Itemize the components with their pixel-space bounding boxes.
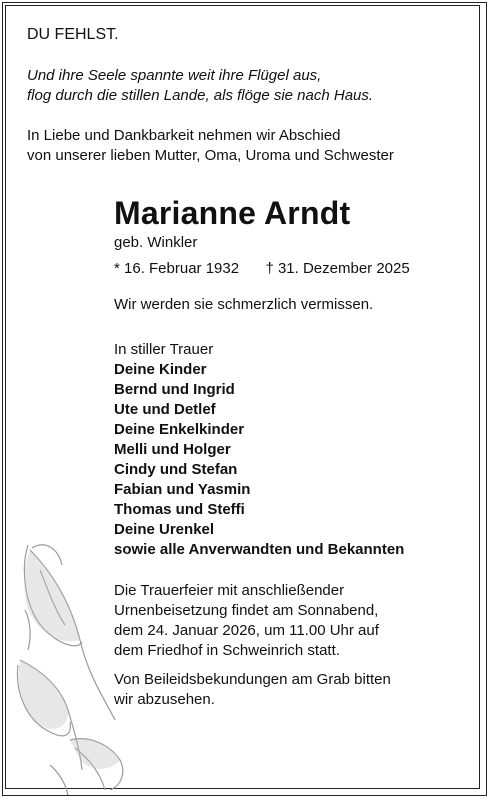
mourners-intro: In stiller Trauer [114, 341, 214, 358]
mourner-line: Ute und Detlef [114, 401, 216, 418]
poem-line: flog durch die stillen Lande, als flöge sie nach Haus. [27, 87, 374, 104]
intro-line: von unserer lieben Mutter, Oma, Uroma und Schwester [27, 147, 394, 164]
poem [27, 66, 373, 106]
service-line: dem 24. Januar 2026, um 11.00 Uhr auf [114, 622, 379, 639]
life-dates [114, 259, 410, 279]
service-line: dem Friedhof in Schweinrich statt. [114, 642, 340, 659]
deceased-name: Marianne Arndt [114, 195, 351, 231]
birth-date: * 16. Februar 1932 [114, 260, 240, 277]
intro-line: In Liebe und Dankbarkeit nehmen wir Abschied [27, 127, 341, 144]
mourner-line: Melli und Holger [114, 441, 231, 458]
poem-line: Und ihre Seele spannte weit ihre Flügel aus, [27, 67, 322, 84]
mourners-block [114, 340, 404, 560]
mourner-line: Deine Urenkel [114, 521, 215, 538]
condolence-line: Von Beileidsbekundungen am Grab bitten [114, 671, 391, 688]
mourner-line: sowie alle Anverwandten und Bekannten [114, 541, 405, 558]
mourner-line: Bernd und Ingrid [114, 381, 235, 398]
mourner-line: Cindy und Stefan [114, 461, 238, 478]
birth-name: geb. Winkler [114, 234, 198, 251]
mourner-line: Fabian und Yasmin [114, 481, 251, 498]
page-heading: DU FEHLST. [27, 26, 119, 43]
service-line: Die Trauerfeier mit anschließender [114, 582, 345, 599]
missed-line: Wir werden sie schmerzlich vermissen. [114, 296, 374, 313]
condolence-notice [114, 670, 391, 710]
mourner-line: Deine Enkelkinder [114, 421, 245, 438]
death-date: † 31. Dezember 2025 [265, 260, 410, 277]
mourner-line: Deine Kinder [114, 361, 207, 378]
condolence-line: wir abzusehen. [114, 691, 215, 708]
service-line: Urnenbeisetzung findet am Sonnabend, [114, 602, 379, 619]
service-notice [114, 581, 379, 661]
intro-text [27, 126, 394, 166]
mourner-line: Thomas und Steffi [114, 501, 245, 518]
calla-lily-icon [10, 510, 130, 795]
